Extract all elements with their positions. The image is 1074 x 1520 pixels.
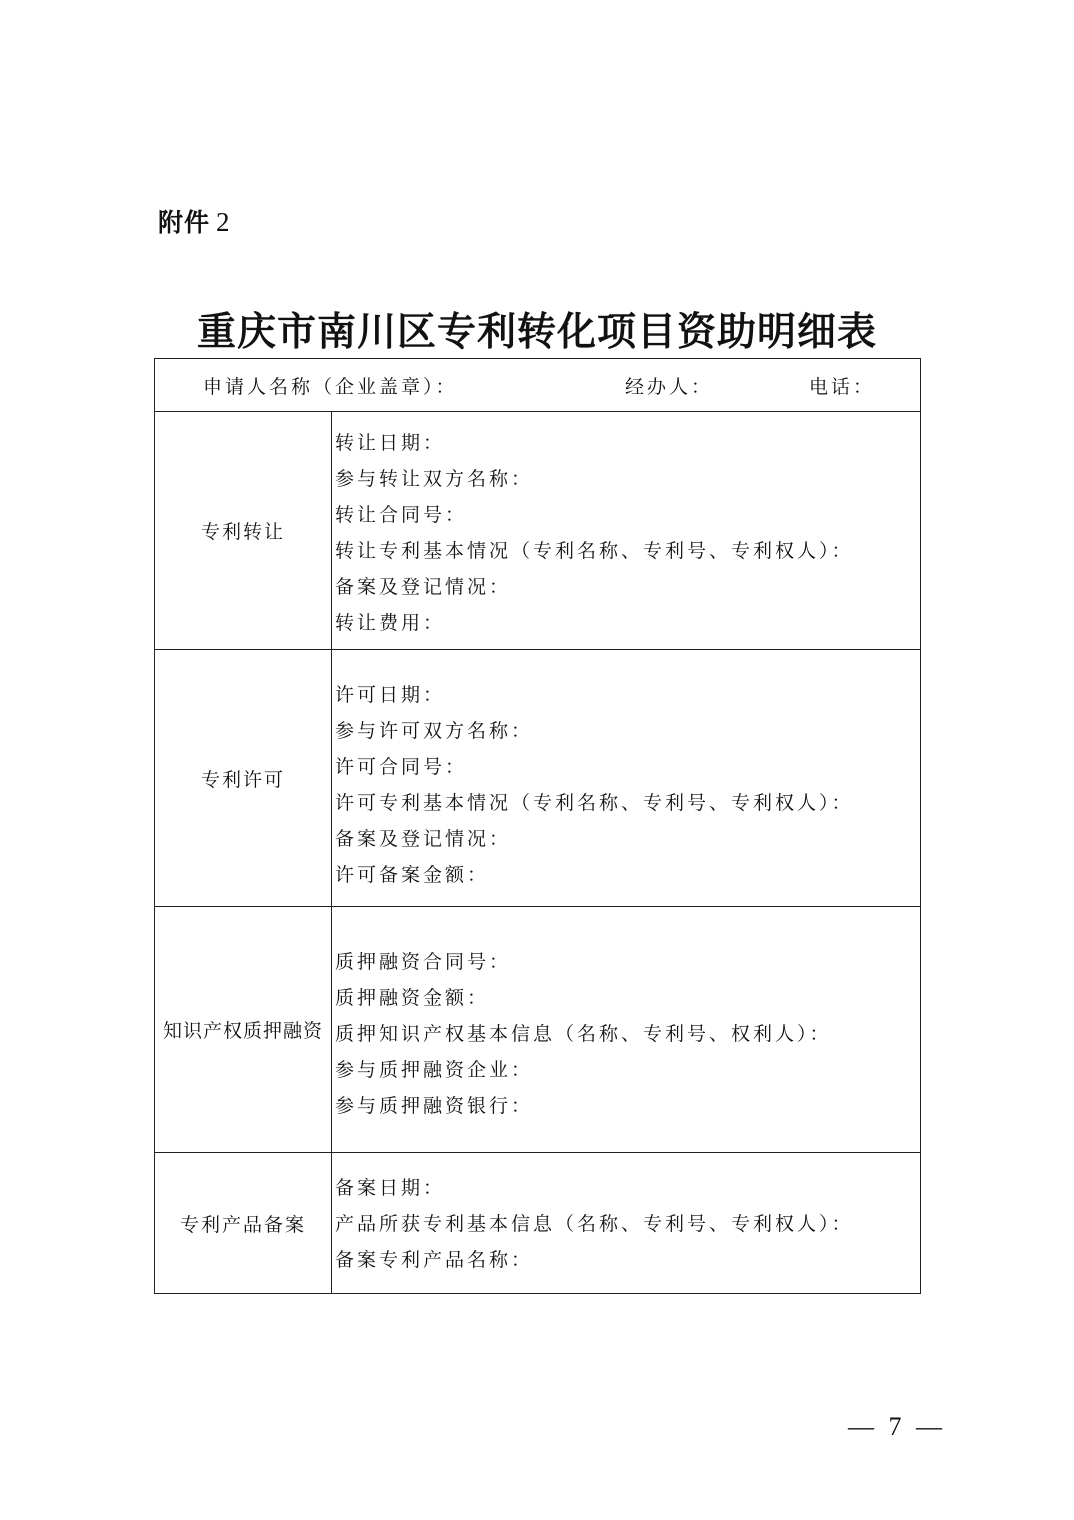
field-license-amount: 许可备案金额： — [335, 864, 490, 886]
section-fields-ip-pledge-financing — [332, 907, 921, 1153]
field-pledge-amount: 质押融资金额： — [335, 986, 490, 1009]
field-transfer-fee: 转让费用： — [335, 611, 446, 634]
applicant-name-label: 申请人名称（企业盖章）： — [203, 376, 458, 398]
phone-label: 电话： — [809, 376, 876, 398]
field-transfer-filing-status: 备案及登记情况： — [335, 575, 512, 598]
section-row-patent-product-filing — [155, 1153, 921, 1294]
field-pledge-contract-no: 质押融资合同号： — [335, 950, 512, 973]
section-label-patent-license: 专利许可 — [155, 650, 332, 907]
section-fields-patent-product-filing — [332, 1153, 921, 1294]
attachment-label-text: 附件 — [158, 208, 211, 237]
attachment-number: 2 — [216, 207, 231, 237]
field-pledge-company: 参与质押融资企业： — [335, 1058, 534, 1081]
field-license-patent-info: 许可专利基本情况（专利名称、专利号、专利权人）： — [335, 792, 854, 814]
field-transfer-contract-no: 转让合同号： — [335, 503, 468, 526]
section-label-patent-transfer: 专利转让 — [155, 412, 332, 650]
field-transfer-patent-info: 转让专利基本情况（专利名称、专利号、专利权人）： — [335, 539, 854, 562]
section-label-ip-pledge-financing: 知识产权质押融资 — [155, 907, 332, 1153]
section-row-ip-pledge-financing — [155, 907, 921, 1153]
field-pledge-ip-info: 质押知识产权基本信息（名称、专利号、权利人）： — [335, 1022, 832, 1045]
field-product-name: 备案专利产品名称： — [335, 1249, 534, 1271]
header-row — [155, 359, 921, 412]
field-license-contract-no: 许可合同号： — [335, 756, 468, 778]
section-fields-patent-license — [332, 650, 921, 907]
field-license-date: 许可日期： — [335, 684, 446, 706]
field-product-patent-info: 产品所获专利基本信息（名称、专利号、专利权人）： — [335, 1213, 854, 1235]
section-row-patent-license — [155, 650, 921, 907]
field-license-parties: 参与许可双方名称： — [335, 720, 534, 742]
section-fields-patent-transfer — [332, 412, 921, 650]
field-transfer-parties: 参与转让双方名称： — [335, 467, 534, 490]
handler-label: 经办人： — [625, 376, 714, 398]
subsidy-detail-table — [154, 358, 921, 1294]
attachment-label — [158, 203, 231, 239]
document-title: 重庆市南川区专利转化项目资助明细表 — [196, 309, 877, 355]
field-product-filing-date: 备案日期： — [335, 1177, 446, 1199]
field-license-filing-status: 备案及登记情况： — [335, 828, 512, 850]
page-number: — 7 — — [848, 1412, 946, 1441]
field-transfer-date: 转让日期： — [335, 431, 446, 454]
field-pledge-bank: 参与质押融资银行： — [335, 1094, 534, 1117]
header-cell — [155, 359, 921, 412]
section-label-patent-product-filing: 专利产品备案 — [155, 1153, 332, 1294]
section-row-patent-transfer — [155, 412, 921, 650]
